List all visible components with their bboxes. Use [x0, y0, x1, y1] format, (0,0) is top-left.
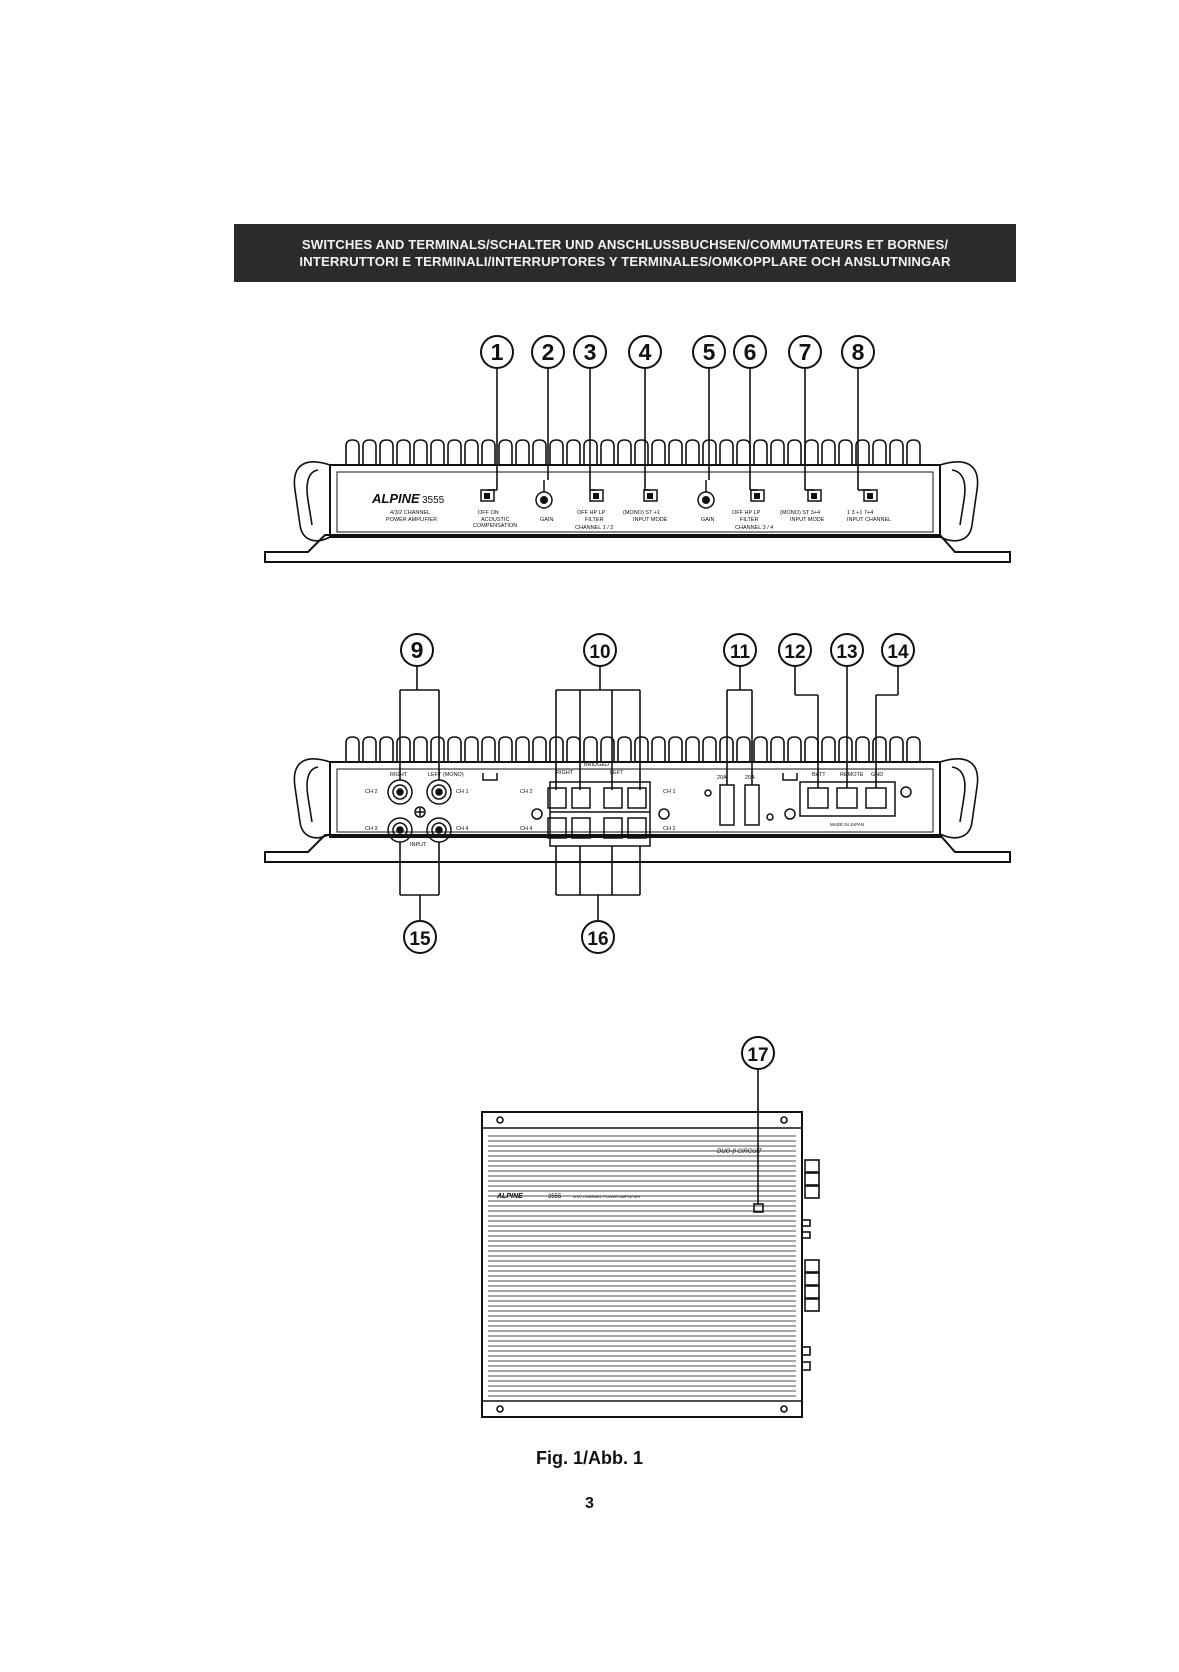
- callout-number-4: 4: [638, 339, 652, 365]
- rca-ch3-label: CH 3: [365, 826, 378, 832]
- input-channel-label: INPUT CHANNEL: [847, 517, 892, 523]
- header-line-1: SWITCHES AND TERMINALS/SCHALTER UND ANSCHLUSSBUCHSEN/COMMUTATEURS ET BORNES/: [301, 237, 949, 252]
- filter2-switch-positions: OFF HP LP: [732, 510, 761, 516]
- input-mode-switch-positions: (MONO) ST +1: [623, 510, 661, 516]
- front-model: 3555: [422, 495, 445, 506]
- speaker-ch1-label: CH 1: [663, 789, 676, 795]
- gain-label-2: GAIN: [701, 517, 715, 523]
- speaker-terminal: [628, 788, 646, 808]
- gain-label-1: GAIN: [540, 517, 554, 523]
- top-brand-logo: ALPINE: [497, 1193, 523, 1200]
- filter-switch-positions: OFF HP LP: [577, 510, 606, 516]
- speaker-right-label: RIGHT: [556, 770, 574, 776]
- rear-panel-view: [265, 737, 1010, 862]
- top-view: [482, 1112, 819, 1417]
- bridged-label: BRIDGED: [584, 762, 610, 768]
- acoustic-switch-positions: OFF ON: [478, 510, 499, 516]
- gnd-terminal: [866, 788, 886, 808]
- made-in-japan-label: MADE IN JAPAN: [830, 822, 865, 827]
- input-mode2-switch-positions: (MONO) ST 3+4: [780, 510, 821, 516]
- input-mode-label-1: INPUT MODE: [633, 517, 668, 523]
- callout-number-12: 12: [784, 642, 806, 663]
- callout-number-13: 13: [836, 642, 858, 663]
- callout-number-15: 15: [409, 929, 431, 950]
- batt-terminal: [808, 788, 828, 808]
- acoustic-label-1: ACOUSTIC: [481, 517, 510, 523]
- callout-number-16: 16: [587, 929, 609, 950]
- filter-label-2: FILTER: [740, 517, 759, 523]
- callout-number-8: 8: [851, 339, 865, 365]
- rca-ch4-label: CH 4: [456, 826, 469, 832]
- acoustic-label-2: COMPENSATION: [473, 523, 518, 529]
- figure-caption: Fig. 1/Abb. 1: [535, 1448, 643, 1468]
- callout-number-10: 10: [589, 642, 611, 663]
- speaker-ch2-label: CH 2: [520, 789, 533, 795]
- input-channel-switch-positions: 1 3 +1 7+4: [847, 510, 874, 516]
- fuse1-label: 20A: [717, 775, 727, 781]
- gnd-label: GND: [871, 772, 884, 778]
- batt-label: BATT: [812, 772, 826, 778]
- rear-left-mono-label: LEFT (MONO): [428, 772, 464, 778]
- front-subtitle-1: 4/3/2 CHANNEL: [390, 510, 431, 516]
- callout-number-2: 2: [541, 339, 555, 365]
- callout-number-5: 5: [702, 339, 716, 365]
- speaker-terminal: [572, 788, 590, 808]
- page-number: 3: [585, 1495, 594, 1512]
- callout-number-9: 9: [410, 637, 424, 663]
- fuse-1: [720, 785, 734, 825]
- callout-number-14: 14: [887, 642, 909, 663]
- callout-number-11: 11: [729, 642, 751, 663]
- fuse2-label: 20A: [745, 775, 755, 781]
- top-model: 3555: [548, 1194, 562, 1200]
- callout-number-3: 3: [583, 339, 597, 365]
- speaker-ch4-label: CH 2: [663, 826, 676, 832]
- fuse-2: [745, 785, 759, 825]
- top-subtitle: 4/3/2 CHANNEL POWER AMPLIFIER: [573, 1194, 641, 1199]
- front-subtitle-2: POWER AMPLIFIER: [386, 517, 438, 523]
- rca-input-label: INPUT: [410, 842, 427, 848]
- speaker-terminal: [604, 788, 622, 808]
- callout-number-7: 7: [798, 339, 812, 365]
- top-circuit-label: DUO-β CIRCUIT: [717, 1149, 762, 1155]
- channel-12-label: CHANNEL 1 / 2: [575, 525, 614, 531]
- rca-ch1-label: CH 1: [456, 789, 469, 795]
- rear-right-label: RIGHT: [390, 772, 408, 778]
- front-brand-logo: ALPINE: [372, 491, 420, 506]
- remote-label: REMOTE: [840, 772, 864, 778]
- speaker-ch3-label: CH 4: [520, 826, 533, 832]
- callout-number-17: 17: [747, 1045, 769, 1066]
- speaker-left-label: LEFT: [610, 770, 624, 776]
- header-line-2: INTERRUTTORI E TERMINALI/INTERRUPTORES Y TERMINALES/OMKOPPLARE OCH ANSLUTNINGAR: [299, 254, 951, 269]
- filter-label-1: FILTER: [585, 517, 604, 523]
- callout-number-6: 6: [743, 339, 757, 365]
- channel-34-label: CHANNEL 3 / 4: [735, 525, 774, 531]
- rca-ch2-label: CH 2: [365, 789, 378, 795]
- input-mode-label-2: INPUT MODE: [790, 517, 825, 523]
- remote-terminal: [837, 788, 857, 808]
- callout-number-1: 1: [490, 339, 504, 365]
